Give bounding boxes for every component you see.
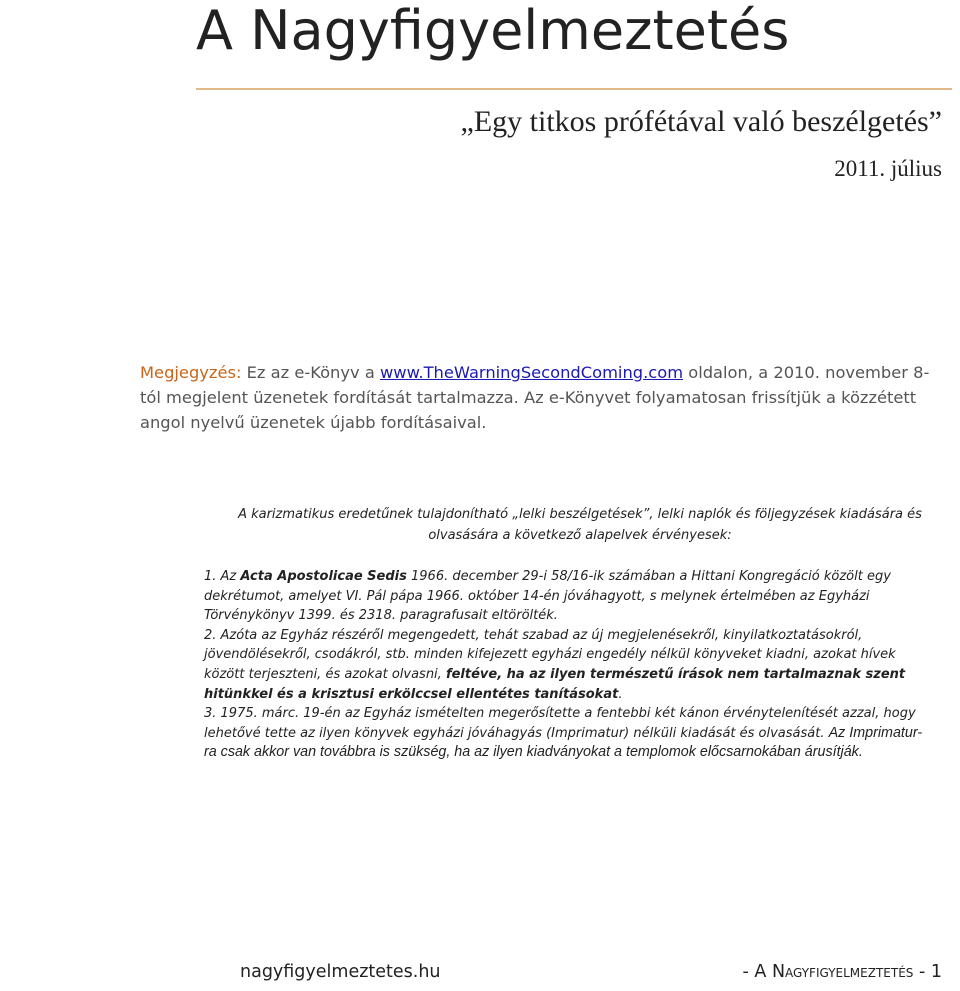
principles-intro: A karizmatikus eredetűnek tulajdonítható „lelki beszélgetések”, lelki naplók és följegyzések kiadására és olvasására a következő alapelvek érvényesek:: [238, 507, 922, 543]
note-label: Megjegyzés:: [140, 363, 242, 382]
footer-page-info: [743, 962, 943, 982]
rule-3: [204, 704, 924, 763]
rule-1-rest: 1966. december 29-i 58/16-ik számában a Hittani Kongregáció közölt egy dekrétumot, amelyet VI. Pál pápa 1966. október 14-én jóváhagyott, s melynek értelmében az Egyházi Törvénykönyv 1399. és 2318. paragrafusait eltörölték.: [204, 569, 891, 624]
website-link[interactable]: www.TheWarningSecondComing.com: [379, 363, 684, 382]
rule-2: [204, 626, 924, 704]
page-number: 1: [930, 962, 942, 982]
document-date: 2011. július: [834, 156, 942, 181]
rule-1: [204, 567, 924, 626]
rule-2-end: .: [618, 686, 623, 702]
document-subtitle: „Egy titkos prófétával való beszélgetés”: [460, 105, 942, 138]
rule-3-imprimatur: Az Imprimatur-ra csak akkor van továbbra is szükség, ha az ilyen kiadványokat a templomok előcsarnokában árusítják.: [204, 724, 923, 761]
rule-2-start: 2. Azóta az Egyház részéről megengedett, tehát szabad az új megjelenésekről, kinyilatkoztatásokról, jövendölésekről, csodákról, stb. minden kifejezett egyházi engedély nélkül könyveket kiadni, azokat hívek között terjeszteni, és azokat olvasni,: [204, 627, 896, 682]
rule-3-start: 3. 1975. márc. 19-én az Egyház ismételten megerősítette a fentebbi két kánon érvénytelenítését azzal, hogy lehetővé tette az ilyen könyvek egyházi jóváhagyás (Imprimatur) nélküli kiadását és olvasását.: [204, 706, 916, 741]
note-text-before-link: Ez az e-Könyv a: [241, 363, 380, 382]
rules-list: [204, 567, 924, 763]
footer-prefix: -: [742, 962, 755, 982]
rule-2-condition: feltéve, ha az ilyen természetű írások nem tartalmaznak szent hitünkkel és a krisztusi erkölccsel ellentétes tanításokat: [204, 666, 906, 702]
rule-1-start: 1. Az: [204, 569, 241, 584]
footer-title: Nagyfigyelmeztetés: [771, 962, 914, 982]
title-underline: [196, 88, 952, 90]
ebook-note: [140, 360, 940, 435]
footer-separator: -: [913, 962, 931, 982]
footer-site: nagyfigyelmeztetes.hu: [240, 962, 441, 982]
document-title: A Nagyfigyelmeztetés: [196, 0, 790, 62]
note-text-after-link: oldalon, a 2010. november 8-tól megjelent üzenetek fordítását tartalmazza. Az e-Könyvet folyamatosan frissítjük a közzétett angol nyelvű üzenetek újabb fordításaival.: [140, 363, 930, 432]
footer-title-first-letter: A: [754, 962, 772, 982]
rule-1-journal: Acta Apostolicae Sedis: [240, 569, 407, 584]
